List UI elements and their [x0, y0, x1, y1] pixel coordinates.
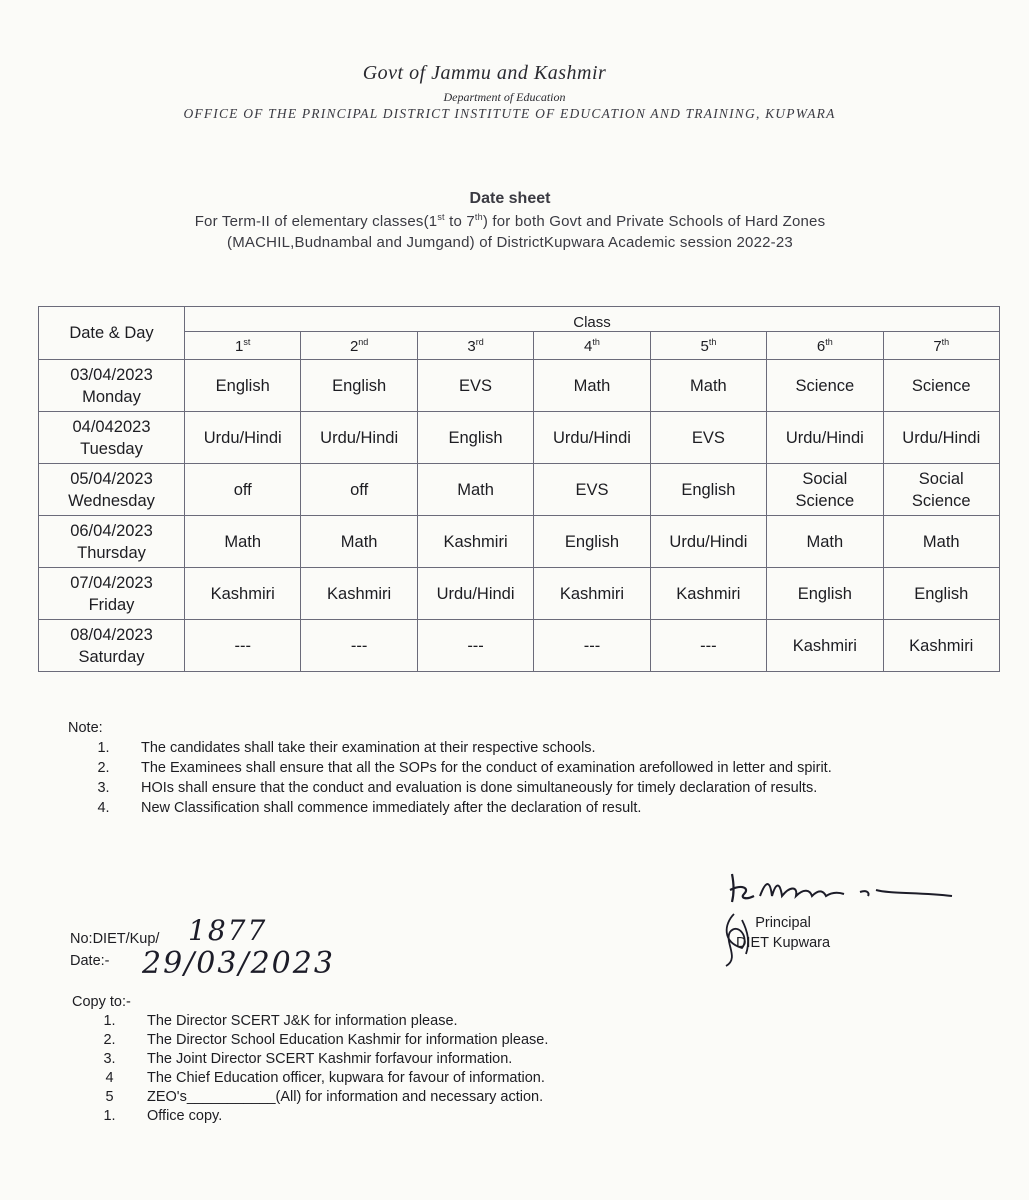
subject-cell: off: [185, 464, 301, 516]
subject-cell: Kashmiri: [185, 568, 301, 620]
date-day-cell: [39, 620, 185, 672]
subject-cell: Urdu/Hindi: [767, 412, 883, 464]
list-item: [72, 1070, 548, 1086]
date-text: 04/042023: [72, 417, 151, 436]
subject-cell: EVS: [534, 464, 650, 516]
list-item-number: 3.: [103, 1051, 116, 1067]
list-item-number: 4.: [97, 800, 110, 816]
date-text: 05/04/2023: [70, 469, 153, 488]
class-header: Class: [185, 307, 1000, 332]
subject-cell: Urdu/Hindi: [883, 412, 999, 464]
subtitle-sup-1: st: [437, 212, 445, 222]
subject-cell: Urdu/Hindi: [650, 516, 766, 568]
class-number: 7: [933, 337, 942, 355]
title-block: [100, 190, 920, 251]
class-number-suffix: th: [708, 336, 717, 347]
table-row: [39, 568, 1000, 620]
class-number-header: [185, 332, 301, 360]
subtitle-mid: to 7: [444, 213, 475, 230]
subject-cell: Kashmiri: [767, 620, 883, 672]
list-item-text: The Director SCERT J&K for information please.: [147, 1013, 458, 1029]
subject-cell: English: [417, 412, 533, 464]
day-text: Friday: [88, 595, 135, 614]
list-item: [72, 1032, 548, 1048]
date-day-cell: [39, 360, 185, 412]
page-title: Date sheet: [469, 190, 551, 207]
subject-cell: English: [883, 568, 999, 620]
subject-cell: English: [650, 464, 766, 516]
class-number-suffix: th: [941, 336, 950, 347]
table-row: [39, 516, 1000, 568]
subject-cell: Kashmiri: [650, 568, 766, 620]
copy-to-list: [72, 1013, 548, 1124]
date-day-header: Date & Day: [39, 307, 185, 360]
date-day-cell: [39, 568, 185, 620]
subject-cell: ---: [185, 620, 301, 672]
class-number-suffix: st: [243, 336, 251, 347]
date-text: 08/04/2023: [70, 625, 153, 644]
signatory-block: [736, 913, 830, 953]
subject-cell: English: [767, 568, 883, 620]
list-item-text: Office copy.: [147, 1108, 223, 1124]
list-item-number: 3.: [97, 780, 110, 796]
list-item-text: ZEO's___________(All) for information and necessary action.: [147, 1089, 544, 1105]
list-item-text: The candidates shall take their examination at their respective schools.: [141, 740, 596, 756]
date-day-cell: [39, 516, 185, 568]
date-text: 07/04/2023: [70, 573, 153, 592]
class-number-header: [650, 332, 766, 360]
subject-cell: Math: [185, 516, 301, 568]
subtitle-line-1: [100, 212, 920, 230]
list-item: [66, 780, 832, 796]
table-row: [39, 412, 1000, 464]
date-sheet-table: [38, 306, 1000, 672]
subject-cell: ---: [650, 620, 766, 672]
day-text: Tuesday: [80, 439, 143, 458]
class-number-header: [301, 332, 417, 360]
letterhead-dept: Department of Education: [443, 90, 566, 104]
subject-cell: ---: [417, 620, 533, 672]
list-item-number: 4: [105, 1070, 114, 1086]
list-item: [66, 760, 832, 776]
class-number: 3: [467, 337, 476, 355]
notes-section: [68, 720, 832, 816]
list-item: [66, 740, 832, 756]
list-item-text: The Joint Director SCERT Kashmir forfavour information.: [147, 1051, 513, 1067]
subject-cell: Urdu/Hindi: [417, 568, 533, 620]
list-item-text: The Examinees shall ensure that all the SOPs for the conduct of examination arefollowed in letter and spirit.: [141, 760, 832, 776]
list-item: [66, 800, 832, 816]
list-item: [72, 1013, 548, 1029]
list-item: [72, 1051, 548, 1067]
subject-cell: Kashmiri: [534, 568, 650, 620]
ref-number-label: No:DIET/Kup/: [70, 931, 160, 947]
subject-cell: Math: [883, 516, 999, 568]
list-item: [72, 1108, 548, 1124]
subject-cell: off: [301, 464, 417, 516]
ref-date-label: Date:-: [70, 953, 110, 969]
list-item-text: The Chief Education officer, kupwara for favour of information.: [147, 1070, 545, 1086]
subtitle-line-2: (MACHIL,Budnambal and Jumgand) of DistrictKupwara Academic session 2022-23: [227, 234, 793, 251]
class-number-header: [534, 332, 650, 360]
class-number: 5: [700, 337, 709, 355]
subject-cell: Math: [417, 464, 533, 516]
class-number-header: [767, 332, 883, 360]
date-text: 03/04/2023: [70, 365, 153, 384]
subject-cell: English: [301, 360, 417, 412]
list-item-text: HOIs shall ensure that the conduct and evaluation is done simultaneously for timely declaration of results.: [141, 780, 818, 796]
signatory-title: Principal: [755, 915, 811, 931]
list-item-number: 2.: [103, 1032, 116, 1048]
list-item-number: 5: [105, 1089, 114, 1105]
subject-cell: English: [185, 360, 301, 412]
class-number: 4: [584, 337, 593, 355]
subject-cell: Math: [534, 360, 650, 412]
notes-heading: Note:: [68, 720, 103, 736]
list-item-number: 1.: [97, 740, 110, 756]
subject-cell: Science: [767, 360, 883, 412]
subject-cell: Social Science: [767, 464, 883, 516]
subtitle-pre: For Term-II of elementary classes(1: [194, 213, 438, 230]
class-number-suffix: th: [592, 336, 600, 347]
day-text: Monday: [82, 387, 141, 406]
list-item-number: 1.: [103, 1013, 116, 1029]
subtitle-post: ) for both Govt and Private Schools of Hard Zones: [482, 213, 826, 230]
day-text: Saturday: [78, 647, 145, 666]
subtitle-sup-2: th: [474, 212, 483, 222]
class-number: 6: [816, 337, 826, 355]
class-number-suffix: nd: [358, 336, 369, 347]
letterhead-office: OFFICE OF THE PRINCIPAL DISTRICT INSTITUTE OF EDUCATION AND TRAINING, KUPWARA: [183, 106, 836, 121]
subject-cell: Math: [650, 360, 766, 412]
list-item: [72, 1089, 548, 1105]
subject-cell: ---: [534, 620, 650, 672]
class-number-header: [417, 332, 533, 360]
subject-cell: Kashmiri: [417, 516, 533, 568]
table-row: [39, 620, 1000, 672]
subject-cell: Social Science: [883, 464, 999, 516]
list-item-number: 1.: [103, 1108, 116, 1124]
subject-cell: English: [534, 516, 650, 568]
subject-cell: Kashmiri: [301, 568, 417, 620]
table-row: [39, 464, 1000, 516]
class-number: 2: [349, 337, 359, 355]
subject-cell: Science: [883, 360, 999, 412]
date-day-cell: [39, 464, 185, 516]
copy-to-section: [72, 994, 548, 1124]
handwritten-date: 29/03/2023: [142, 946, 335, 981]
copy-to-heading: Copy to:-: [72, 994, 131, 1010]
subject-cell: Math: [301, 516, 417, 568]
list-item-number: 2.: [97, 760, 110, 776]
subject-cell: EVS: [650, 412, 766, 464]
subject-cell: Urdu/Hindi: [301, 412, 417, 464]
class-number: 1: [235, 337, 244, 355]
subject-cell: Math: [767, 516, 883, 568]
class-number-suffix: th: [825, 336, 833, 347]
subject-cell: Kashmiri: [883, 620, 999, 672]
class-number-header: [883, 332, 999, 360]
date-day-cell: [39, 412, 185, 464]
signatory-office: DIET Kupwara: [736, 935, 831, 951]
notes-list: [68, 740, 832, 816]
subject-cell: ---: [301, 620, 417, 672]
date-text: 06/04/2023: [70, 521, 153, 540]
date-sheet-body: [39, 360, 1000, 672]
list-item-text: New Classification shall commence immediately after the declaration of result.: [141, 800, 642, 816]
class-number-suffix: rd: [475, 336, 484, 347]
subject-cell: Urdu/Hindi: [534, 412, 650, 464]
table-row: [39, 360, 1000, 412]
letterhead-govt: Govt of Jammu and Kashmir: [362, 62, 607, 84]
subject-cell: Urdu/Hindi: [185, 412, 301, 464]
subject-cell: EVS: [417, 360, 533, 412]
handwritten-ref-number: 1877: [188, 914, 268, 947]
day-text: Thursday: [77, 543, 146, 562]
day-text: Wednesday: [68, 491, 155, 510]
list-item-text: The Director School Education Kashmir for information please.: [147, 1032, 549, 1048]
